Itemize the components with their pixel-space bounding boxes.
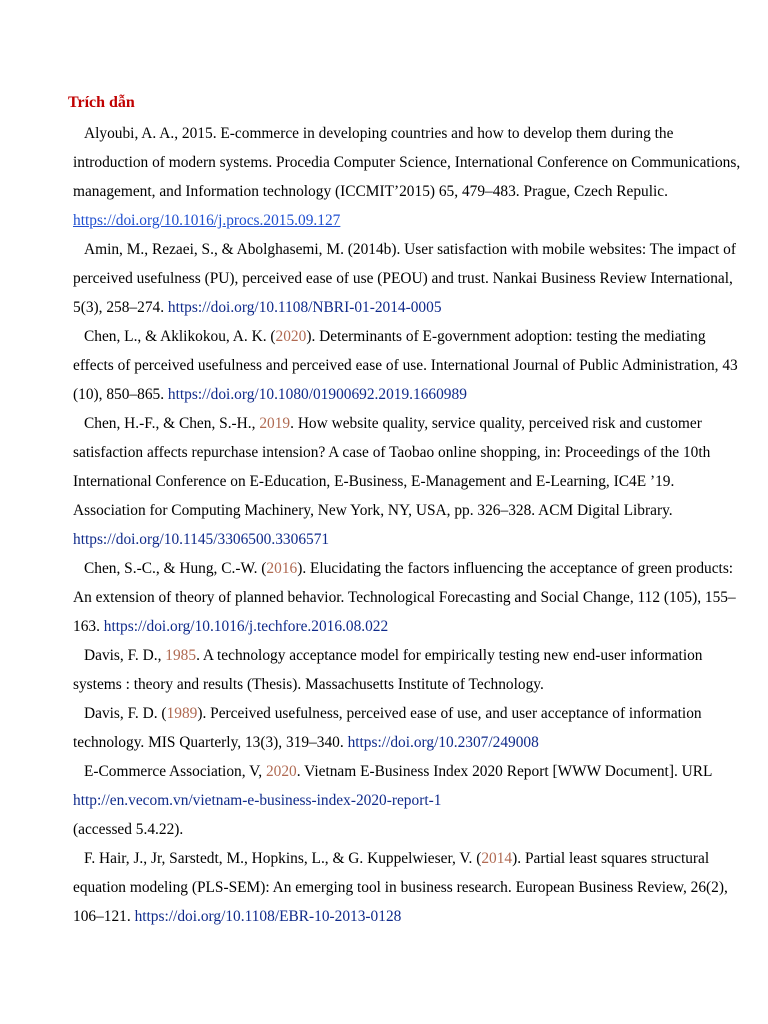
doi-link[interactable]: https://doi.org/10.1108/NBRI-01-2014-0005	[167, 299, 442, 316]
reference-item	[73, 757, 741, 844]
reference-item	[73, 699, 741, 757]
doi-link[interactable]: https://doi.org/10.2307/249008	[347, 734, 539, 751]
reference-list	[73, 119, 741, 931]
reference-text: . Vietnam E-Business Index 2020 Report [WWW Document]. URL	[296, 763, 712, 780]
reference-text: . A technology acceptance model for empirically testing new end-user information systems : theory and results (Thesis). Massachusetts Institute of Technology.	[73, 647, 703, 693]
reference-year[interactable]: 1989	[166, 705, 198, 722]
reference-text: Chen, S.-C., & Hung, C.-W. (	[84, 560, 267, 577]
reference-text: Davis, F. D. (	[84, 705, 167, 722]
reference-item	[73, 554, 741, 641]
reference-text: . How website quality, service quality, perceived risk and customer satisfaction affects repurchase intension? A case of Taobao online shopping, in: Proceedings of the 10th International Conference on E-Education, E-Business, E-Management and E-Learning, IC4E ’19. Association for Computing Machinery, New York, NY, USA, pp. 326–328. ACM Digital Library.	[73, 415, 711, 519]
url-link[interactable]: http://en.vecom.vn/vietnam-e-business-index-2020-report-1	[73, 792, 442, 809]
doi-link[interactable]: https://doi.org/10.1016/j.procs.2015.09.127	[73, 212, 341, 229]
reference-text: E-Commerce Association, V,	[84, 763, 266, 780]
reference-text: Chen, L., & Aklikokou, A. K. (	[84, 328, 276, 345]
reference-year[interactable]: 2020	[275, 328, 307, 345]
reference-text: ). Determinants of E-government adoption: testing the mediating effects of perceived usefulness and perceived ease of use. International Journal of Public Administration, 43 (10), 850–865.	[73, 328, 738, 403]
reference-text: Chen, H.-F., & Chen, S.-H.,	[84, 415, 260, 432]
reference-item	[73, 844, 741, 931]
reference-text: F. Hair, J., Jr, Sarstedt, M., Hopkins, L., & G. Kuppelwieser, V. (	[84, 850, 482, 867]
reference-item	[73, 409, 741, 554]
reference-item	[73, 322, 741, 409]
doi-link[interactable]: https://doi.org/10.1108/EBR-10-2013-0128	[134, 908, 402, 925]
reference-year[interactable]: 2019	[259, 415, 291, 432]
section-heading: Trích dẫn	[68, 94, 135, 111]
reference-year[interactable]: 2020	[265, 763, 297, 780]
reference-item	[73, 641, 741, 699]
reference-text: Davis, F. D.,	[84, 647, 166, 664]
reference-text: ). Partial least squares structural equation modeling (PLS-SEM): An emerging tool in business research. European Business Review, 26(2), 106–121.	[73, 850, 728, 925]
reference-year[interactable]: 1985	[165, 647, 197, 664]
reference-text: ). Perceived usefulness, perceived ease of use, and user acceptance of information technology. MIS Quarterly, 13(3), 319–340.	[73, 705, 702, 751]
reference-item	[73, 235, 741, 322]
reference-year[interactable]: 2014	[481, 850, 513, 867]
reference-year[interactable]: 2016	[266, 560, 298, 577]
doi-link[interactable]: https://doi.org/10.1016/j.techfore.2016.08.022	[103, 618, 389, 635]
doi-link[interactable]: https://doi.org/10.1080/01900692.2019.1660989	[167, 386, 467, 403]
reference-text: Amin, M., Rezaei, S., & Abolghasemi, M. (2014b). User satisfaction with mobile websites: The impact of perceived usefulness (PU), perceived ease of use (PEOU) and trust. Nankai Business Review International, 5(3), 258–274.	[73, 241, 737, 316]
doi-link[interactable]: https://doi.org/10.1145/3306500.3306571	[73, 531, 330, 548]
reference-text: ). Elucidating the factors influencing the acceptance of green products: An extension of theory of planned behavior. Technological Forecasting and Social Change, 112 (105), 155–163.	[73, 560, 736, 635]
reference-item	[73, 119, 741, 235]
reference-text: (accessed 5.4.22).	[73, 821, 184, 838]
reference-text: Alyoubi, A. A., 2015. E-commerce in developing countries and how to develop them during the introduction of modern systems. Procedia Computer Science, International Conference on Communications, management, and Information technology (ICCMIT’2015) 65, 479–483. Prague, Czech Repulic.	[73, 125, 741, 200]
